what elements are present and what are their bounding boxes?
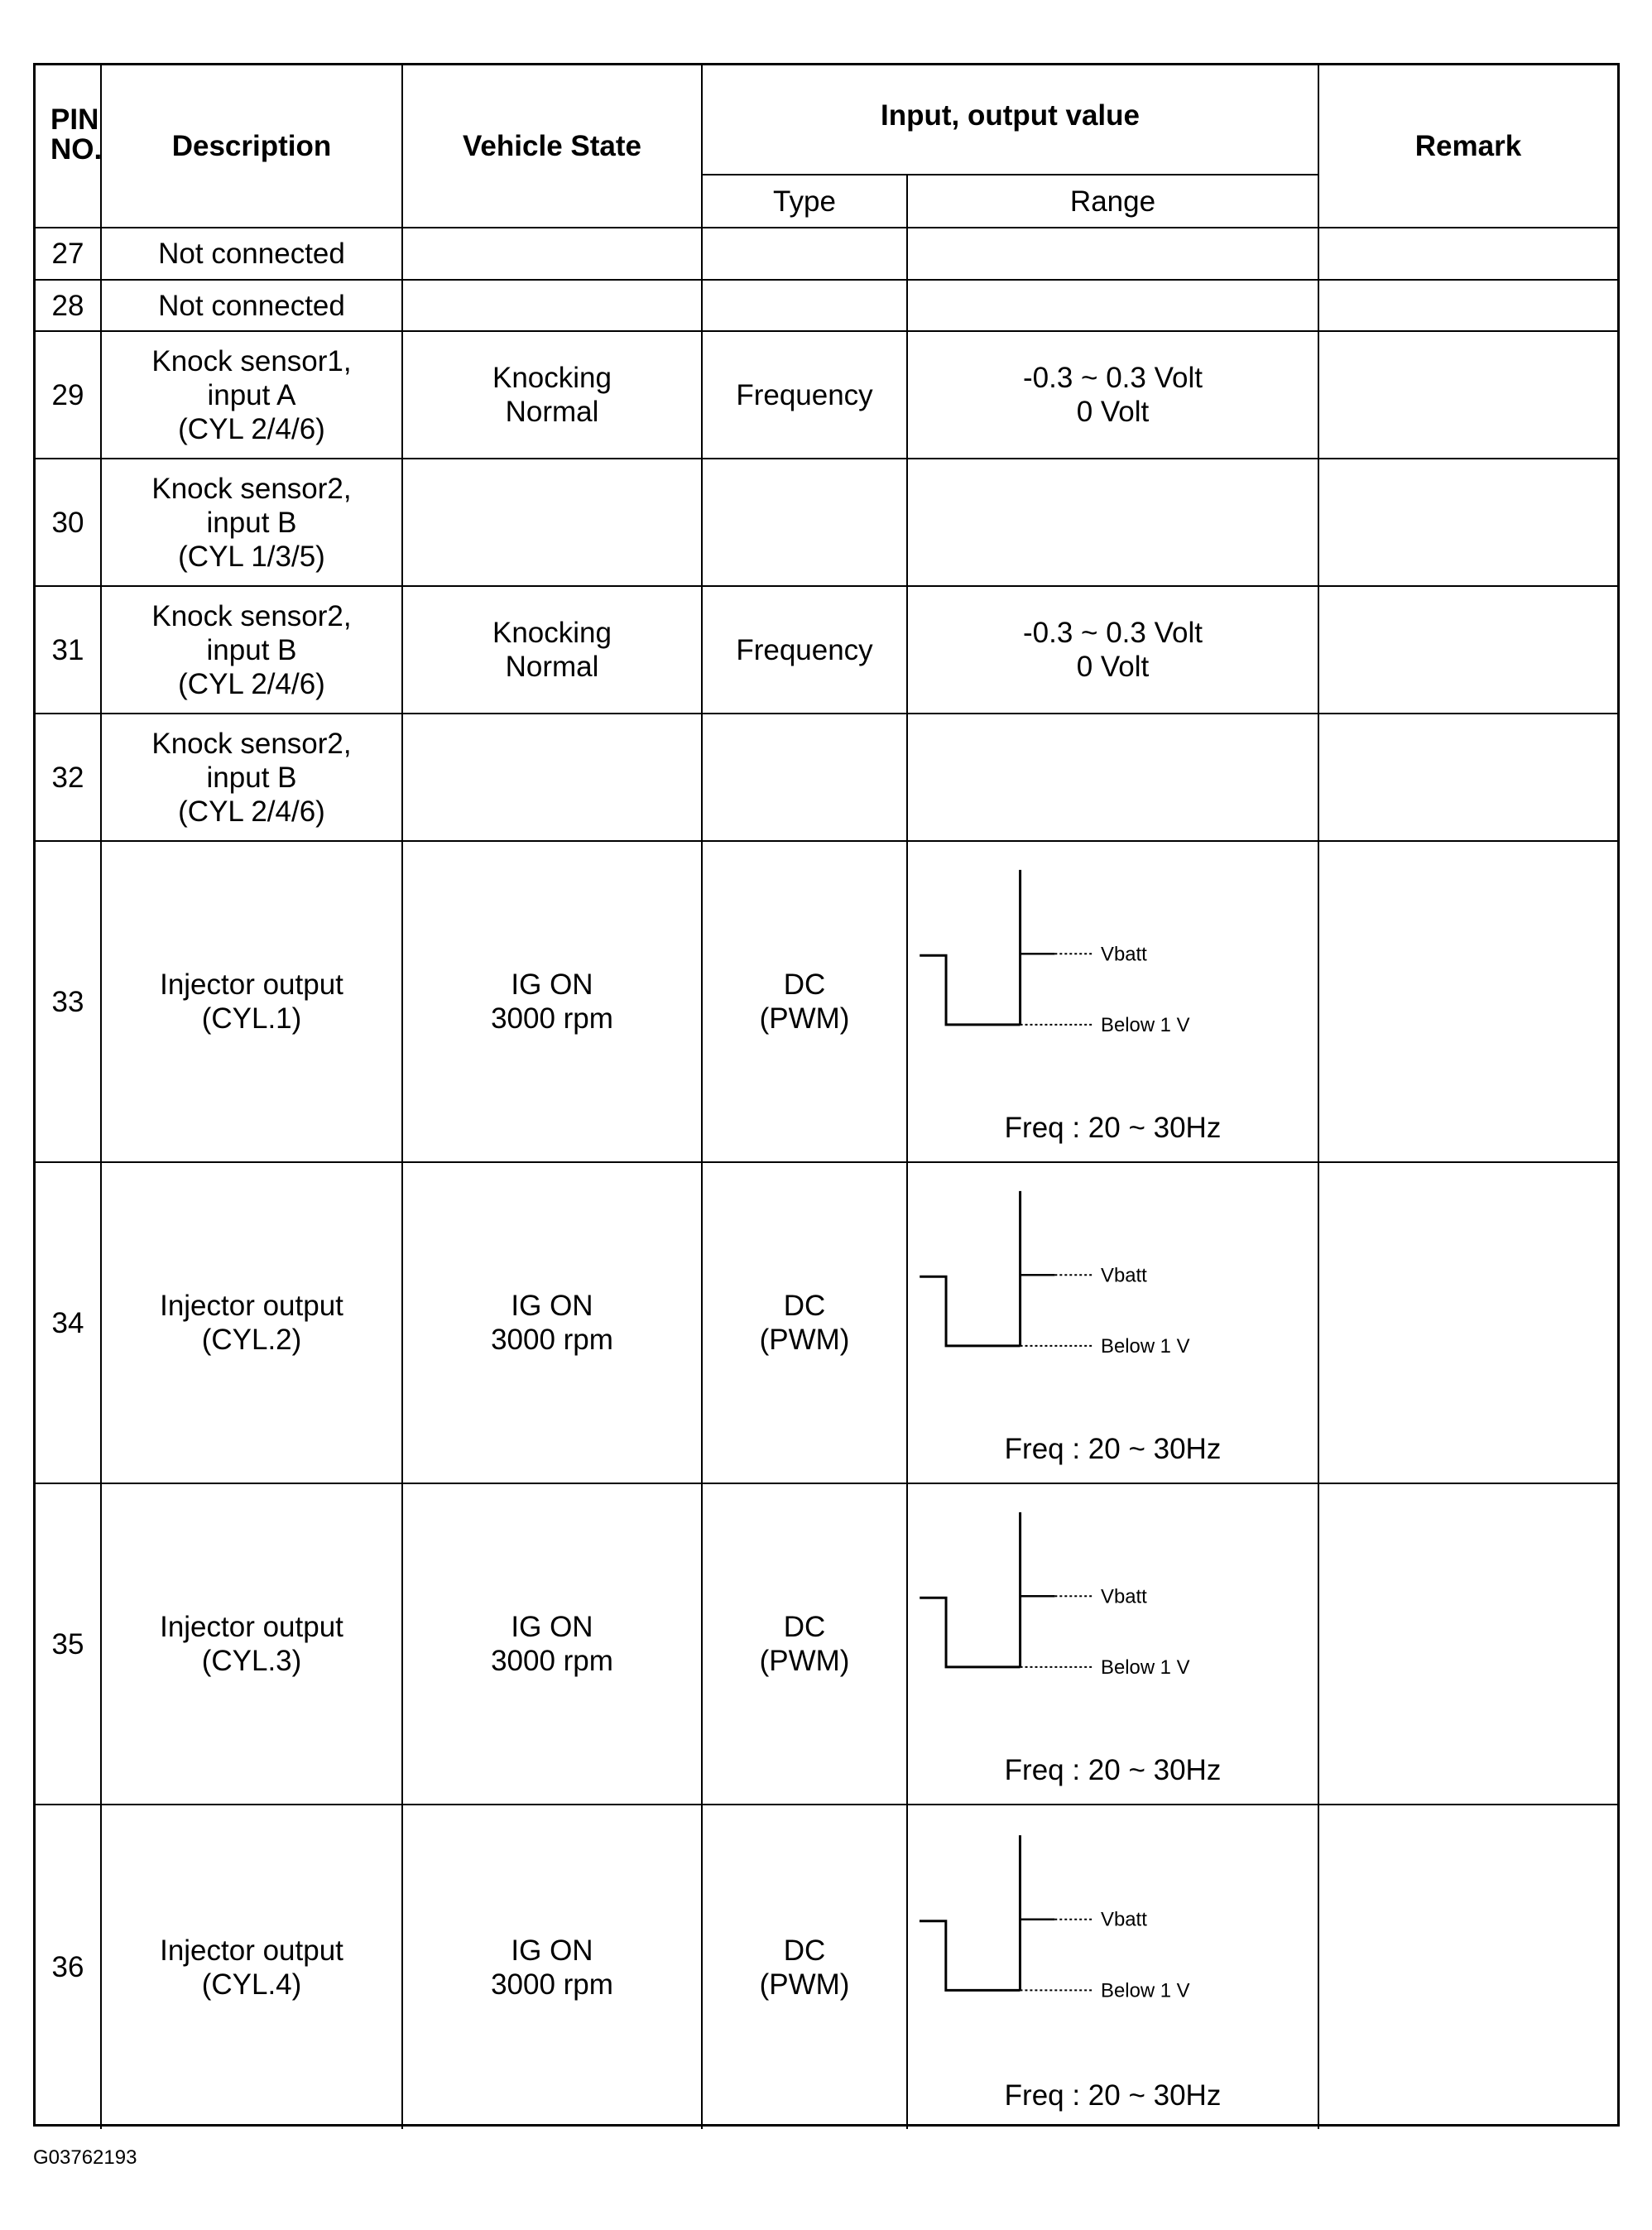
vehicle-state-line: Knocking	[492, 617, 612, 649]
range-cell	[908, 281, 1319, 332]
remark-cell	[1319, 714, 1617, 842]
range-cell	[908, 228, 1319, 281]
description-line: (CYL.1)	[201, 1002, 302, 1035]
header-range-label: Range	[1069, 185, 1156, 218]
type-cell	[703, 842, 908, 1163]
pin-number-cell	[36, 1163, 102, 1484]
vehicle-state-line: IG ON	[511, 1290, 593, 1322]
description-cell	[102, 228, 403, 281]
pin-number: 27	[51, 238, 84, 270]
vehicle-state-cell	[403, 714, 703, 842]
pin-number: 29	[51, 378, 84, 411]
description-line: Knock sensor2,	[151, 472, 352, 505]
description-cell	[102, 842, 403, 1163]
description-line: Injector output	[160, 1934, 343, 1967]
pin-number: 28	[51, 289, 84, 322]
header-pin-no-line: PIN	[50, 103, 99, 136]
pin-number: 34	[51, 1306, 84, 1339]
description-line: (CYL.4)	[201, 1968, 302, 2001]
pin-number-cell	[36, 842, 102, 1163]
type-cell	[703, 587, 908, 714]
remark-cell	[1319, 332, 1617, 459]
vbatt-label: Vbatt	[1101, 1908, 1147, 1931]
type-line: (PWM)	[759, 1968, 850, 2001]
type-line: DC	[783, 1934, 826, 1967]
type-line: (PWM)	[759, 1645, 850, 1677]
header-vehicle-state-label: Vehicle State	[463, 130, 641, 162]
vehicle-state-line: Knocking	[492, 362, 612, 394]
range-line: 0 Volt	[1076, 396, 1150, 428]
vehicle-state-cell	[403, 459, 703, 587]
type-line: (PWM)	[759, 1324, 850, 1356]
range-cell	[908, 1484, 1319, 1805]
pin-number: 30	[51, 506, 84, 539]
description-line: Not connected	[158, 238, 345, 270]
vbatt-label: Vbatt	[1101, 1585, 1147, 1608]
header-pin-no-line: NO.	[50, 133, 103, 166]
description-line: (CYL 2/4/6)	[178, 667, 325, 700]
description-line: Injector output	[160, 1611, 343, 1643]
figure-code: G03762193	[33, 2146, 137, 2169]
remark-cell	[1319, 228, 1617, 281]
vehicle-state-cell	[403, 1484, 703, 1805]
header-io-value	[703, 65, 1319, 175]
below-1v-label: Below 1 V	[1101, 1013, 1190, 1036]
pin-number: 32	[51, 761, 84, 794]
pin-number-cell	[36, 459, 102, 587]
pin-number-cell	[36, 1805, 102, 2129]
header-type	[703, 175, 908, 228]
range-cell	[908, 587, 1319, 714]
waveform-low-pulse	[920, 1276, 1020, 1346]
description-line: Not connected	[158, 289, 345, 322]
below-1v-label: Below 1 V	[1101, 1979, 1190, 2002]
type-cell	[703, 281, 908, 332]
description-line: (CYL.3)	[201, 1645, 302, 1677]
description-line: input B	[206, 761, 297, 794]
waveform-low-pulse	[920, 1921, 1020, 1991]
frequency-label: Freq : 20 ~ 30Hz	[1004, 1112, 1222, 1144]
pin-number: 33	[51, 985, 84, 1018]
header-remark-label: Remark	[1414, 130, 1522, 162]
pin-number: 31	[51, 633, 84, 666]
description-line: (CYL 2/4/6)	[178, 795, 325, 828]
description-cell	[102, 1484, 403, 1805]
description-line: Knock sensor2,	[151, 599, 352, 632]
vehicle-state-line: 3000 rpm	[491, 1968, 613, 2001]
description-cell	[102, 281, 403, 332]
vehicle-state-cell	[403, 842, 703, 1163]
header-remark	[1319, 65, 1617, 228]
waveform-low-pulse	[920, 1598, 1020, 1667]
vehicle-state-cell	[403, 587, 703, 714]
description-cell	[102, 1805, 403, 2129]
vehicle-state-cell	[403, 281, 703, 332]
vehicle-state-line: 3000 rpm	[491, 1324, 613, 1356]
pin-table	[33, 63, 1620, 2127]
description-line: Knock sensor2,	[151, 727, 352, 760]
description-line: (CYL.2)	[201, 1324, 302, 1356]
type-line: DC	[783, 968, 826, 1001]
description-cell	[102, 1163, 403, 1484]
type-line: Frequency	[736, 378, 873, 411]
below-1v-label: Below 1 V	[1101, 1334, 1190, 1358]
pin-number-cell	[36, 332, 102, 459]
description-cell	[102, 332, 403, 459]
vehicle-state-line: Normal	[505, 396, 599, 428]
remark-cell	[1319, 1163, 1617, 1484]
type-cell	[703, 1163, 908, 1484]
type-line: (PWM)	[759, 1002, 850, 1035]
type-cell	[703, 228, 908, 281]
vehicle-state-line: IG ON	[511, 1611, 593, 1643]
header-description-label: Description	[171, 130, 332, 162]
range-cell	[908, 459, 1319, 587]
type-cell	[703, 714, 908, 842]
header-io-value-label: Input, output value	[880, 99, 1141, 132]
range-cell	[908, 1163, 1319, 1484]
range-cell	[908, 714, 1319, 842]
range-cell	[908, 1805, 1319, 2129]
header-type-label: Type	[773, 185, 836, 218]
frequency-label: Freq : 20 ~ 30Hz	[1004, 2079, 1222, 2112]
pin-number-cell	[36, 587, 102, 714]
vehicle-state-line: Normal	[505, 651, 599, 683]
description-cell	[102, 714, 403, 842]
description-cell	[102, 459, 403, 587]
frequency-label: Freq : 20 ~ 30Hz	[1004, 1433, 1222, 1465]
description-line: (CYL 1/3/5)	[178, 540, 325, 573]
header-pin-no	[36, 65, 102, 228]
pin-number-cell	[36, 714, 102, 842]
description-cell	[102, 587, 403, 714]
vbatt-label: Vbatt	[1101, 1264, 1147, 1287]
range-cell	[908, 842, 1319, 1163]
type-cell	[703, 332, 908, 459]
waveform-low-pulse	[920, 955, 1020, 1025]
type-line: Frequency	[736, 633, 873, 666]
type-cell	[703, 459, 908, 587]
header-vehicle-state	[403, 65, 703, 228]
vehicle-state-cell	[403, 228, 703, 281]
pin-number: 35	[51, 1627, 84, 1660]
header-description	[102, 65, 403, 228]
pin-number-cell	[36, 1484, 102, 1805]
remark-cell	[1319, 459, 1617, 587]
range-line: -0.3 ~ 0.3 Volt	[1023, 362, 1203, 394]
description-line: Injector output	[160, 968, 343, 1001]
remark-cell	[1319, 281, 1617, 332]
below-1v-label: Below 1 V	[1101, 1656, 1190, 1679]
description-line: input B	[206, 506, 297, 539]
description-line: input A	[207, 378, 296, 411]
description-line: Knock sensor1,	[151, 344, 352, 377]
vehicle-state-cell	[403, 332, 703, 459]
description-line: Injector output	[160, 1290, 343, 1322]
frequency-label: Freq : 20 ~ 30Hz	[1004, 1754, 1222, 1786]
pin-number-cell	[36, 228, 102, 281]
vehicle-state-cell	[403, 1163, 703, 1484]
range-line: 0 Volt	[1076, 651, 1150, 683]
description-line: input B	[206, 633, 297, 666]
vbatt-label: Vbatt	[1101, 943, 1147, 966]
range-line: -0.3 ~ 0.3 Volt	[1023, 617, 1203, 649]
type-line: DC	[783, 1611, 826, 1643]
vehicle-state-line: 3000 rpm	[491, 1645, 613, 1677]
remark-cell	[1319, 1484, 1617, 1805]
description-line: (CYL 2/4/6)	[178, 412, 325, 445]
remark-cell	[1319, 1805, 1617, 2129]
remark-cell	[1319, 587, 1617, 714]
remark-cell	[1319, 842, 1617, 1163]
type-cell	[703, 1484, 908, 1805]
range-cell	[908, 332, 1319, 459]
vehicle-state-cell	[403, 1805, 703, 2129]
pin-number-cell	[36, 281, 102, 332]
vehicle-state-line: IG ON	[511, 968, 593, 1001]
type-cell	[703, 1805, 908, 2129]
vehicle-state-line: IG ON	[511, 1934, 593, 1967]
vehicle-state-line: 3000 rpm	[491, 1002, 613, 1035]
header-range	[908, 175, 1319, 228]
pin-number: 36	[51, 1951, 84, 1983]
type-line: DC	[783, 1290, 826, 1322]
